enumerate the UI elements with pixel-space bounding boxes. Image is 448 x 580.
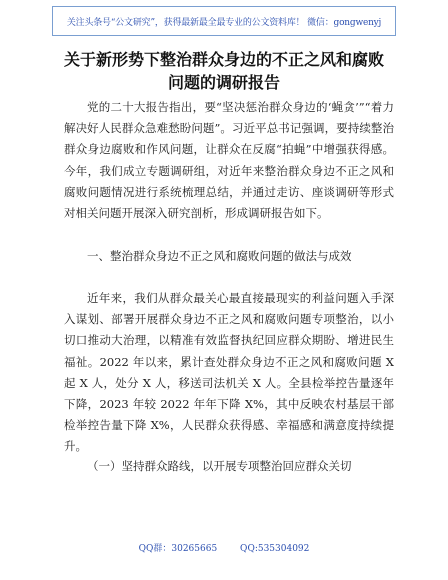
promo-banner-text: 关注头条号“公文研究”，获得最新最全最专业的公文资料库！ 微信：gongwenyj <box>66 17 382 28</box>
section-heading-1: 一、整治群众身边不正之风和腐败问题的做法与成效 <box>87 249 352 263</box>
body-paragraph: 近年来，我们从群众最关心最直接最现实的利益问题入手深入谋划、部署开展群众身边不正之风和腐败问题专项整治，以小切口推动大治理，以精准有效监督执纪回应群众期盼、增进民生福祉。2022 年以来，累计查处群众身边不正之风和腐败问题 X 起 X 人，处分 X 人，移送司法机关 X 人。全县检举控告量逐年下降，2023 年较 2022 年年下降 X%，其中反映农村基层干部检举控告量下降 X%，人民群众获得感、幸福感和满意度持续提升。 <box>64 291 394 454</box>
document-title-line1: 关于新形势下整治群众身边的不正之风和腐败 <box>63 50 384 69</box>
promo-banner <box>52 6 396 36</box>
intro-paragraph: 党的二十大报告指出，要“坚决惩治群众身边的‘蝇贪’”“着力解决好人民群众急难愁盼问题”。习近平总书记强调，要持续整治群众身边腐败和作风问题，让群众在反腐“拍蝇”中增强获得感。今年，我们成立专题调研组，对近年来整治群众身边不正之风和腐败问题情况进行系统梳理总结，并通过走访、座谈调研等形式对相关问题开展深入研究剖析，形成调研报告如下。 <box>64 100 394 221</box>
footer-contact: QQ群：30265665 QQ:535304092 <box>138 544 310 554</box>
document-title-line2: 问题的调研报告 <box>167 73 280 92</box>
subsection-heading-1: （一）坚持群众路线，以开展专项整治回应群众关切 <box>87 459 352 473</box>
